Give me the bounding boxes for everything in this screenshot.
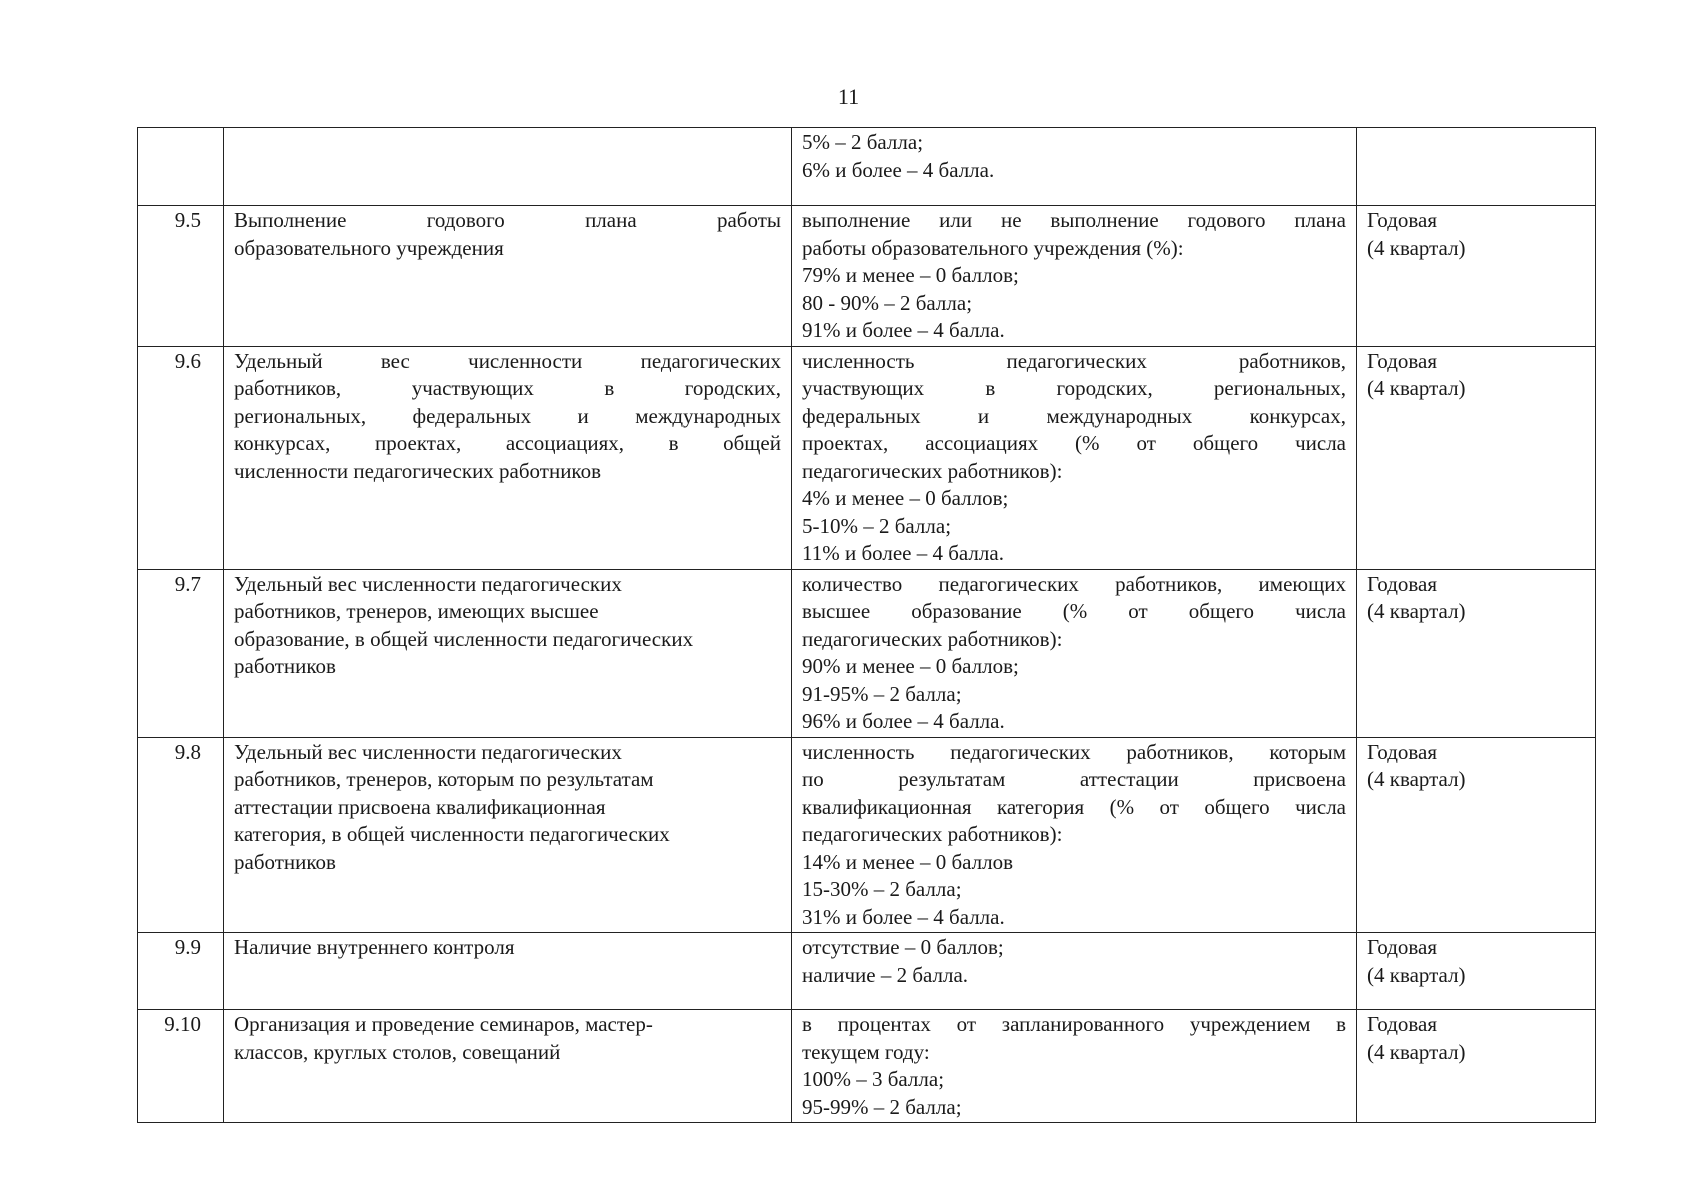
criterion-period [1357, 206, 1596, 347]
criterion-method-line: 4% и менее – 0 баллов; [802, 486, 1009, 510]
criterion-name [224, 128, 792, 206]
table-row [138, 128, 1596, 206]
criterion-method-line: численность педагогических работников, [802, 348, 1346, 373]
criterion-name-line: образование, в общей численности педагогических [234, 626, 694, 651]
criterion-method-line: работы образовательного учреждения (%): [802, 235, 1184, 260]
criterion-period-line: (4 квартал) [1367, 599, 1466, 623]
criterion-method-line: 96% и более – 4 балла. [802, 709, 1005, 733]
criterion-number: 9.5 [138, 206, 224, 347]
criterion-method-line: 91% и более – 4 балла. [802, 318, 1005, 342]
criterion-name-line: Удельный вес численности педагогических [234, 571, 622, 596]
criterion-method [792, 1010, 1357, 1123]
criterion-period-line: (4 квартал) [1367, 376, 1466, 400]
criterion-method-line: по результатам аттестации присвоена [802, 767, 1346, 791]
criterion-method-line: в процентах от запланированного учреждением в [802, 1012, 1346, 1036]
criterion-period-line: Годовая [1367, 348, 1437, 373]
criterion-period [1357, 569, 1596, 737]
criterion-period-line: (4 квартал) [1367, 767, 1466, 791]
criterion-method-line: педагогических работников): [802, 822, 1063, 846]
criterion-period-line: Годовая [1367, 571, 1437, 596]
table-row [138, 1010, 1596, 1123]
criterion-name-line: работников, тренеров, имеющих высшее [234, 599, 599, 623]
criterion-name-line: аттестации присвоена квалификационная [234, 794, 606, 819]
table-row [138, 933, 1596, 1010]
criterion-method [792, 206, 1357, 347]
criterion-method-line: высшее образование (% от общего числа [802, 599, 1346, 623]
criterion-name-line: Удельный вес численности педагогических [234, 739, 622, 764]
criteria-table [137, 127, 1596, 1123]
criterion-method-line: 14% и менее – 0 баллов [802, 849, 1014, 874]
criterion-method-line: педагогических работников): [802, 626, 1063, 651]
table-row [138, 346, 1596, 569]
criterion-name-line: работников [234, 849, 336, 874]
criterion-period [1357, 933, 1596, 1010]
criterion-method-line: проектах, ассоциациях (% от общего числа [802, 431, 1346, 455]
criterion-period-line: (4 квартал) [1367, 962, 1466, 987]
criterion-method [792, 933, 1357, 1010]
criterion-number [138, 128, 224, 206]
criterion-method-line: участвующих в городских, региональных, [802, 376, 1346, 400]
criterion-method-line: 5-10% – 2 балла; [802, 513, 952, 538]
table-row [138, 206, 1596, 347]
criterion-name [224, 569, 792, 737]
criterion-method-line: 31% и более – 4 балла. [802, 904, 1005, 929]
criterion-number: 9.9 [138, 933, 224, 1010]
criterion-method-line: выполнение или не выполнение годового плана [802, 208, 1346, 232]
criterion-name-line: образовательного учреждения [234, 235, 504, 260]
criterion-method-line: федеральных и международных конкурсах, [802, 403, 1346, 428]
criterion-number: 9.6 [138, 346, 224, 569]
criterion-name-line: категория, в общей численности педагогических [234, 822, 670, 846]
criterion-name-line: Удельный вес численности педагогических [234, 348, 781, 373]
criterion-method-line: численность педагогических работников, которым [802, 739, 1346, 764]
page-number: 11 [837, 84, 860, 109]
criterion-period-line: Годовая [1367, 208, 1437, 232]
criterion-method-line: 79% и менее – 0 баллов; [802, 263, 1019, 287]
criterion-number: 9.7 [138, 569, 224, 737]
criterion-name-line: работников, участвующих в городских, [234, 376, 781, 400]
criterion-name-line: работников, тренеров, которым по результатам [234, 767, 654, 791]
criterion-period [1357, 737, 1596, 933]
criterion-name-line: классов, круглых столов, совещаний [234, 1039, 561, 1064]
criterion-method [792, 569, 1357, 737]
criterion-method-line: наличие – 2 балла. [802, 962, 969, 987]
criterion-name-line: Выполнение годового плана работы [234, 208, 781, 232]
criterion-method-line: 91-95% – 2 балла; [802, 681, 962, 706]
criterion-number: 9.8 [138, 737, 224, 933]
criterion-method-line: 80 - 90% – 2 балла; [802, 290, 973, 315]
criterion-period-line: (4 квартал) [1367, 1039, 1466, 1064]
criterion-method [792, 128, 1357, 206]
criterion-method-line: 11% и более – 4 балла. [802, 541, 1004, 565]
criterion-name [224, 737, 792, 933]
criterion-method-line: 95-99% – 2 балла; [802, 1094, 962, 1119]
criteria-table-body [138, 128, 1596, 1123]
criterion-period-line: (4 квартал) [1367, 235, 1466, 260]
criterion-method-line: 100% – 3 балла; [802, 1067, 945, 1091]
table-row [138, 569, 1596, 737]
criterion-method-line: квалификационная категория (% от общего числа [802, 794, 1346, 819]
criterion-method-line: 90% и менее – 0 баллов; [802, 654, 1019, 678]
criterion-number: 9.10 [138, 1010, 224, 1123]
criterion-method-line: текущем году: [802, 1039, 930, 1064]
criterion-period-line: Годовая [1367, 935, 1437, 959]
criterion-name [224, 1010, 792, 1123]
criterion-name-line: Организация и проведение семинаров, мастер- [234, 1012, 653, 1036]
criterion-period-line: Годовая [1367, 739, 1437, 764]
criterion-period-line: Годовая [1367, 1012, 1437, 1036]
criterion-period [1357, 128, 1596, 206]
criterion-method-line: количество педагогических работников, имеющих [802, 571, 1346, 596]
criterion-method-line: педагогических работников): [802, 458, 1063, 483]
criterion-method-line: 5% – 2 балла; [802, 130, 924, 154]
criterion-name [224, 933, 792, 1010]
criterion-name-line: конкурсах, проектах, ассоциациях, в общей [234, 431, 781, 455]
table-row [138, 737, 1596, 933]
criterion-method-line: 15-30% – 2 балла; [802, 877, 962, 901]
criterion-method-line: 6% и более – 4 балла. [802, 157, 995, 182]
criterion-method-line: отсутствие – 0 баллов; [802, 935, 1004, 959]
criterion-name [224, 346, 792, 569]
criterion-name-line: региональных, федеральных и международных [234, 403, 781, 428]
criterion-name-line: численности педагогических работников [234, 458, 601, 483]
criterion-method [792, 346, 1357, 569]
criterion-name [224, 206, 792, 347]
criterion-name-line: работников [234, 654, 336, 678]
criterion-name-line: Наличие внутреннего контроля [234, 935, 515, 959]
criterion-period [1357, 1010, 1596, 1123]
criterion-method [792, 737, 1357, 933]
criterion-period [1357, 346, 1596, 569]
